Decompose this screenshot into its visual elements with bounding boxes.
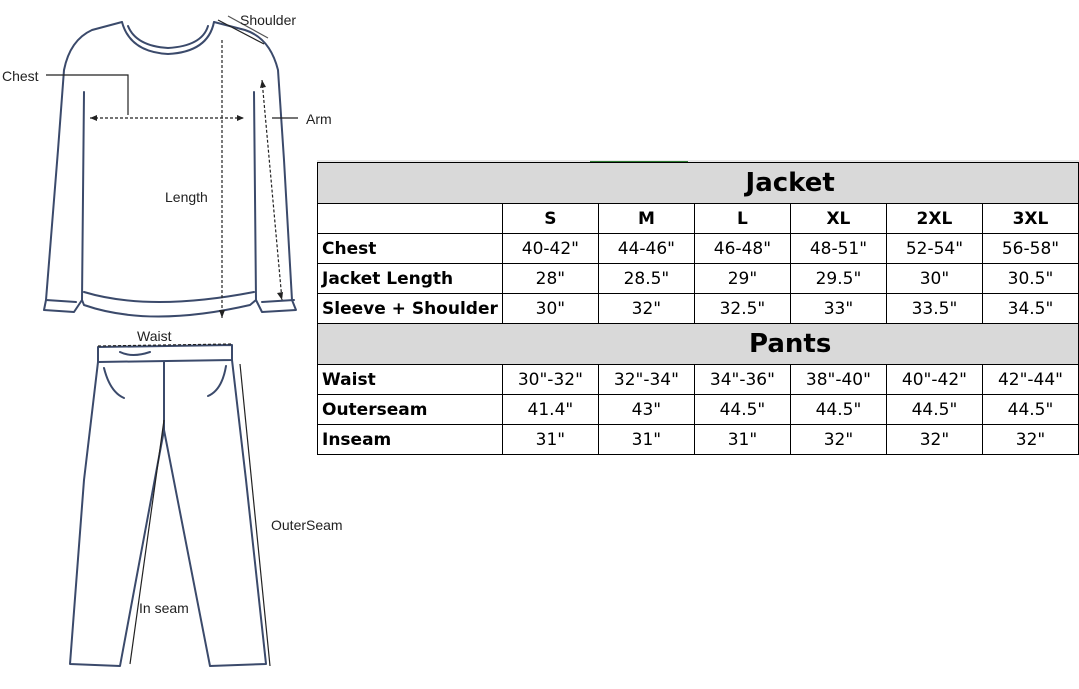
length-label: Length <box>165 189 208 205</box>
table-row <box>318 425 1079 455</box>
table-cell: 44.5" <box>886 395 982 425</box>
row-label: Sleeve + Shoulder <box>318 294 503 324</box>
outerseam-measure-line <box>240 364 270 666</box>
shoulder-label: Shoulder <box>240 12 297 28</box>
pants-outline <box>70 360 266 666</box>
pants-title: Pants <box>502 324 1078 365</box>
table-cell: 30"-32" <box>502 365 598 395</box>
table-cell: 32.5" <box>694 294 790 324</box>
table-cell: 44.5" <box>694 395 790 425</box>
table-cell: 34"-36" <box>694 365 790 395</box>
garment-illustration <box>0 0 360 689</box>
table-cell: 40"-42" <box>886 365 982 395</box>
table-cell: 38"-40" <box>790 365 886 395</box>
table-row <box>318 294 1079 324</box>
table-cell: 31" <box>694 425 790 455</box>
table-cell: 32" <box>790 425 886 455</box>
size-header: 2XL <box>886 204 982 234</box>
table-cell: 28.5" <box>598 264 694 294</box>
table-cell: 56-58" <box>982 234 1078 264</box>
table-cell: 29.5" <box>790 264 886 294</box>
table-cell: 34.5" <box>982 294 1078 324</box>
table-cell: 29" <box>694 264 790 294</box>
table-cell: 32"-34" <box>598 365 694 395</box>
size-header: XL <box>790 204 886 234</box>
table-row <box>318 395 1079 425</box>
table-row <box>318 365 1079 395</box>
table-cell: 30" <box>502 294 598 324</box>
chest-label: Chest <box>2 68 39 84</box>
table-cell: 30" <box>886 264 982 294</box>
chest-pointer <box>46 75 128 115</box>
inseam-label: In seam <box>139 600 189 616</box>
table-cell: 32" <box>982 425 1078 455</box>
waist-label: Waist <box>137 328 172 344</box>
row-label: Jacket Length <box>318 264 503 294</box>
size-chart <box>317 162 1079 455</box>
row-label: Inseam <box>318 425 503 455</box>
table-row <box>318 264 1079 294</box>
table-cell: 28" <box>502 264 598 294</box>
table-cell: 48-51" <box>790 234 886 264</box>
jacket-section-row <box>318 163 1079 204</box>
pants-waistband <box>98 345 232 362</box>
size-header: S <box>502 204 598 234</box>
section-spacer <box>318 163 503 204</box>
table-cell: 33" <box>790 294 886 324</box>
table-cell: 44-46" <box>598 234 694 264</box>
table-row <box>318 234 1079 264</box>
table-cell: 30.5" <box>982 264 1078 294</box>
table-cell: 31" <box>502 425 598 455</box>
table-cell: 32" <box>886 425 982 455</box>
row-label: Waist <box>318 365 503 395</box>
inseam-measure-line <box>130 420 164 664</box>
jacket-title: Jacket <box>502 163 1078 204</box>
size-header: L <box>694 204 790 234</box>
table-cell: 44.5" <box>982 395 1078 425</box>
table-cell: 42"-44" <box>982 365 1078 395</box>
table-cell: 41.4" <box>502 395 598 425</box>
row-label: Chest <box>318 234 503 264</box>
size-header: 3XL <box>982 204 1078 234</box>
arm-measure-line <box>262 80 282 300</box>
table-cell: 40-42" <box>502 234 598 264</box>
table-cell: 46-48" <box>694 234 790 264</box>
table-cell: 43" <box>598 395 694 425</box>
pants-section-row <box>318 324 1079 365</box>
size-header: M <box>598 204 694 234</box>
table-cell: 33.5" <box>886 294 982 324</box>
row-label: Outerseam <box>318 395 503 425</box>
header-blank-cell <box>318 204 503 234</box>
section-spacer <box>318 324 503 365</box>
arm-label: Arm <box>306 111 332 127</box>
table-cell: 52-54" <box>886 234 982 264</box>
table-cell: 31" <box>598 425 694 455</box>
size-header-row <box>318 204 1079 234</box>
outerseam-label: OuterSeam <box>271 517 343 533</box>
size-chart-table <box>317 162 1079 455</box>
table-cell: 44.5" <box>790 395 886 425</box>
table-cell: 32" <box>598 294 694 324</box>
